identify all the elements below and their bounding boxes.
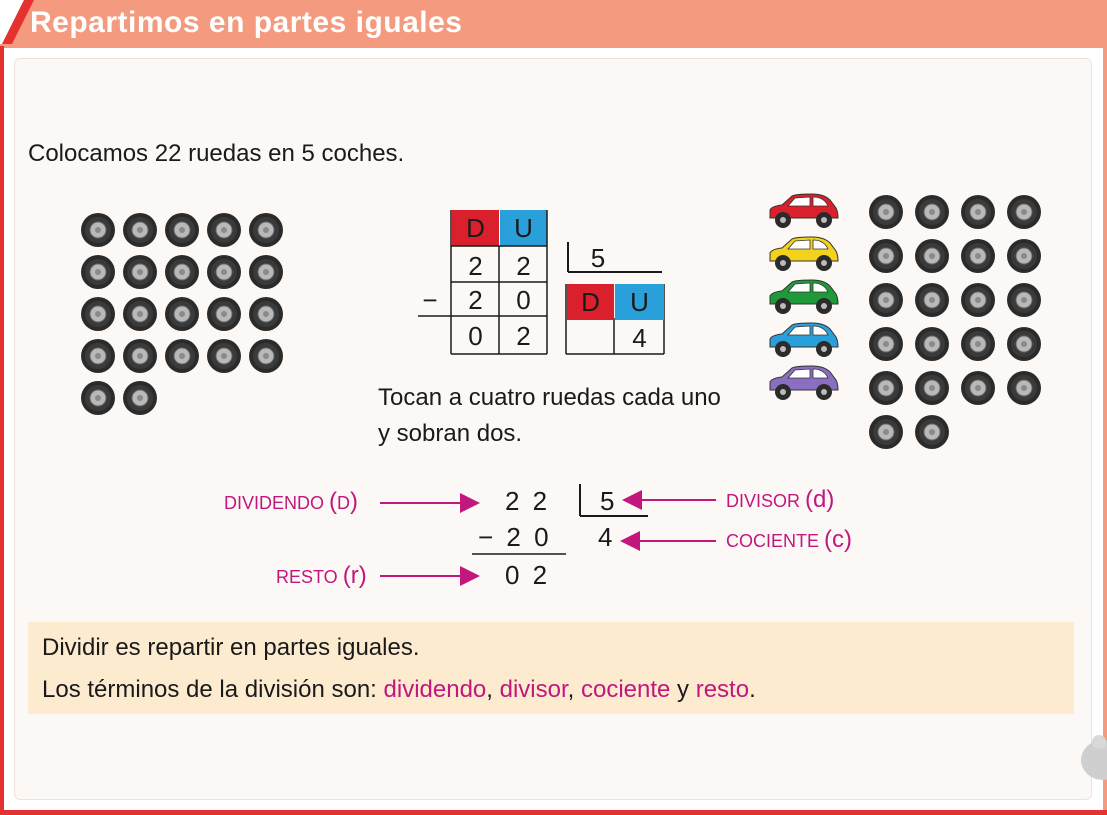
wheels-right-group xyxy=(868,194,1042,450)
label-divisor-letter: d xyxy=(813,486,827,513)
left-border xyxy=(0,46,4,815)
wheel-icon xyxy=(122,380,158,416)
label-cociente-word: COCIENTE xyxy=(726,531,820,551)
wheel-icon xyxy=(80,212,116,248)
label-resto-word: RESTO xyxy=(276,567,338,587)
bottom-border xyxy=(0,810,1107,815)
wheel-icon xyxy=(914,282,950,318)
label-divisor-close: ) xyxy=(826,486,835,513)
definition-line2 xyxy=(42,676,756,704)
wheel-icon xyxy=(206,296,242,332)
definition-comma2: , xyxy=(567,676,575,703)
wheel-icon xyxy=(914,370,950,406)
remainder-d: 0 xyxy=(468,320,483,351)
red-car-icon xyxy=(766,192,840,230)
wheels-left-group xyxy=(80,212,284,416)
wheel-icon xyxy=(80,254,116,290)
label-cociente-close: ) xyxy=(844,526,853,553)
dividend-d: 2 xyxy=(468,250,483,281)
definition-line1: Dividir es repartir en partes iguales. xyxy=(42,634,420,661)
wheel-icon xyxy=(122,296,158,332)
term-resto: resto xyxy=(695,676,750,703)
label-divisor xyxy=(726,486,834,514)
term-cociente: cociente xyxy=(580,676,671,703)
label-resto-letter: r xyxy=(350,562,359,589)
term-remainder-value: 0 2 xyxy=(505,560,548,590)
wheel-icon xyxy=(1006,370,1042,406)
page-title: Repartimos en partes iguales xyxy=(30,6,463,39)
label-cociente xyxy=(726,526,852,554)
label-dividendo-close: ) xyxy=(350,488,359,515)
page-corner-icon xyxy=(1077,730,1107,780)
wheel-icon xyxy=(914,194,950,230)
wheel-icon xyxy=(960,282,996,318)
wheel-icon xyxy=(914,326,950,362)
label-resto-close: ) xyxy=(358,562,367,589)
wheel-icon xyxy=(248,338,284,374)
term-dividendo: dividendo xyxy=(383,676,487,703)
label-dividendo xyxy=(224,488,358,516)
wheel-icon xyxy=(1006,326,1042,362)
remainder-u: 2 xyxy=(516,320,531,351)
label-divisor-open: ( xyxy=(805,486,814,513)
wheel-icon xyxy=(206,338,242,374)
label-resto-open: ( xyxy=(342,562,351,589)
label-cociente-open: ( xyxy=(824,526,833,553)
wheel-icon xyxy=(914,238,950,274)
quotient-u: 4 xyxy=(632,322,647,353)
quotient-header-d: D xyxy=(567,284,614,320)
subtract-u: 0 xyxy=(516,284,531,315)
wheel-icon xyxy=(960,238,996,274)
header-u: U xyxy=(500,210,547,246)
label-divisor-word: DIVISOR xyxy=(726,491,801,511)
wheel-icon xyxy=(164,254,200,290)
divisor-value: 5 xyxy=(590,242,606,273)
wheel-icon xyxy=(1006,194,1042,230)
wheel-icon xyxy=(868,370,904,406)
purple-car-icon xyxy=(766,364,840,402)
wheel-icon xyxy=(122,338,158,374)
label-dividendo-open: ( xyxy=(329,488,338,515)
yellow-car-icon xyxy=(766,235,840,273)
label-dividendo-word: DIVIDENDO xyxy=(224,493,325,513)
wheel-icon xyxy=(206,254,242,290)
quotient-header-u: U xyxy=(615,284,664,320)
wheel-icon xyxy=(206,212,242,248)
wheel-icon xyxy=(80,338,116,374)
wheel-icon xyxy=(122,212,158,248)
definition-comma1: , xyxy=(486,676,493,703)
wheel-icon xyxy=(868,414,904,450)
caption-text: Tocan a cuatro ruedas cada uno y sobran dos. xyxy=(378,384,721,447)
definition-prefix: Los términos de la división son: xyxy=(42,676,384,703)
header-d: D xyxy=(452,210,499,246)
label-dividendo-letter: D xyxy=(337,493,351,513)
blue-car-icon xyxy=(766,321,840,359)
term-quotient-value: 4 xyxy=(598,522,613,552)
wheel-icon xyxy=(122,254,158,290)
right-border xyxy=(1103,46,1107,815)
wheel-icon xyxy=(80,380,116,416)
term-divisor: divisor xyxy=(499,676,568,703)
wheel-icon xyxy=(868,326,904,362)
wheel-icon xyxy=(164,338,200,374)
definition-and: y xyxy=(677,676,690,703)
green-car-icon xyxy=(766,278,840,316)
wheel-icon xyxy=(164,296,200,332)
intro-text: Colocamos 22 ruedas en 5 coches. xyxy=(28,140,405,167)
wheel-icon xyxy=(248,296,284,332)
wheel-icon xyxy=(80,296,116,332)
quotient-d xyxy=(567,318,614,354)
dividend-u: 2 xyxy=(516,250,531,281)
section-header xyxy=(0,0,1107,48)
wheel-icon xyxy=(868,238,904,274)
term-divisor-value: 5 xyxy=(600,486,615,516)
wheel-icon xyxy=(868,194,904,230)
subtract-d: 2 xyxy=(468,284,483,315)
label-resto xyxy=(276,562,367,590)
minus-sign: − xyxy=(422,284,438,315)
wheel-icon xyxy=(248,212,284,248)
wheel-icon xyxy=(868,282,904,318)
wheel-icon xyxy=(960,326,996,362)
wheel-icon xyxy=(960,370,996,406)
term-subtract-value: − 2 0 xyxy=(478,522,549,552)
cars-column xyxy=(766,192,840,402)
term-dividend-value: 2 2 xyxy=(505,486,548,516)
wheel-icon xyxy=(164,212,200,248)
wheel-icon xyxy=(960,194,996,230)
wheel-icon xyxy=(248,254,284,290)
wheel-icon xyxy=(1006,282,1042,318)
label-cociente-letter: c xyxy=(832,526,845,553)
definition-period: . xyxy=(749,676,756,703)
wheel-icon xyxy=(1006,238,1042,274)
wheel-icon xyxy=(914,414,950,450)
